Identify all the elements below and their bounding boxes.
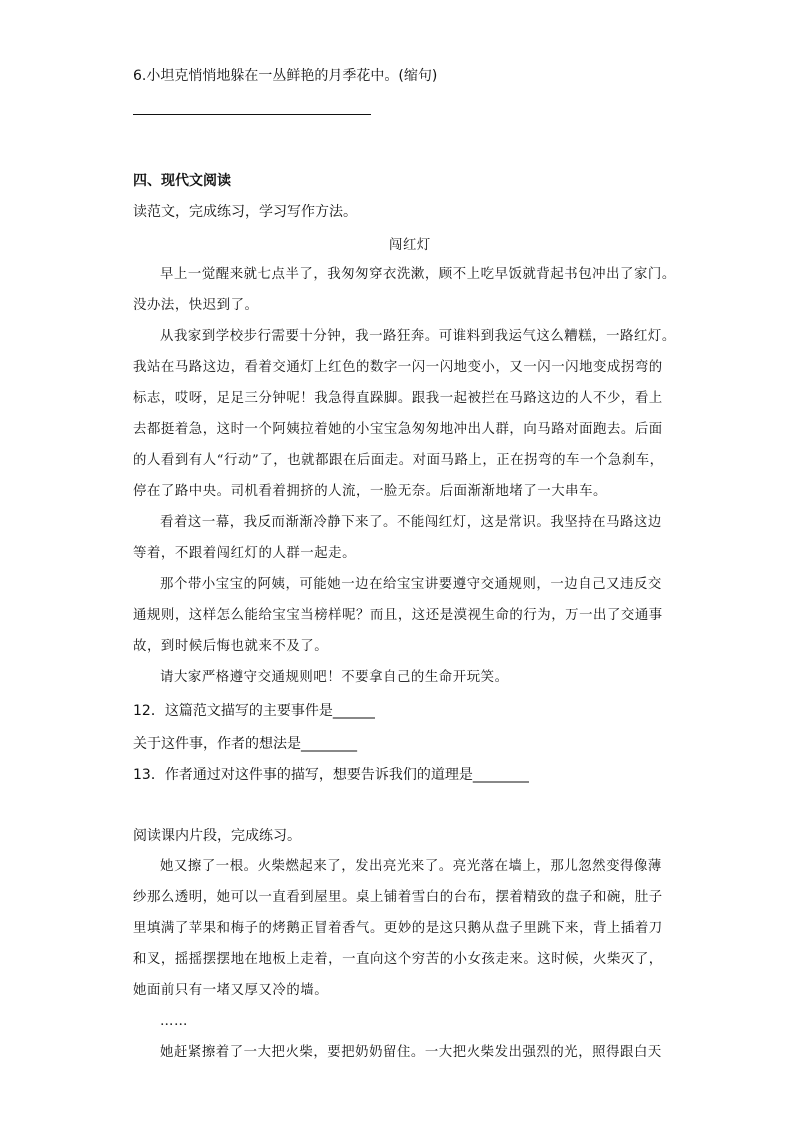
essay-line: 的人看到有人“行动”了，也就都跟在后面走。对面马路上，正在拐弯的车一个急刹车，: [133, 453, 664, 468]
question-12-author-view: 关于这件事，作者的想法是________: [133, 736, 357, 752]
essay-line: 那个带小宝宝的阿姨，可能她一边在给宝宝讲要遵守交通规则，一边自己又违反交: [160, 577, 662, 592]
question-12-main-event: 12．这篇范文描写的主要事件是______: [133, 703, 375, 719]
essay-line: 请大家严格遵守交通规则吧！不要拿自己的生命开玩笑。: [160, 670, 509, 685]
question-6-answer-line: [133, 114, 371, 115]
passage-line: 里填满了苹果和梅子的烤鹅正冒着香气。更妙的是这只鹅从盘子里跳下来，背上插着刀: [133, 921, 663, 936]
essay-line: 早上一觉醒来就七点半了，我匆匆穿衣洗漱，顾不上吃早饭就背起书包冲出了家门。: [160, 267, 676, 282]
passage-ellipsis: ……: [160, 1014, 188, 1029]
passage-line: 她又擦了一根。火柴燃起来了，发出亮光来了。亮光落在墙上，那儿忽然变得像薄: [160, 859, 662, 874]
essay-line: 通规则，这样怎么能给宝宝当榜样呢？而且，这还是漠视生命的行为，万一出了交通事: [133, 608, 663, 623]
section-4-instruction: 读范文，完成练习，学习写作方法。: [133, 204, 357, 220]
question-13-text: 13．作者通过对这件事的描写，想要告诉我们的道理是________: [133, 767, 529, 783]
passage-line: 她面前只有一堵又厚又冷的墙。: [133, 983, 329, 998]
question-6-text: 6.小坦克悄悄地躲在一丛鲜艳的月季花中。(缩句): [133, 68, 438, 84]
reading-2-instruction: 阅读课内片段，完成练习。: [133, 828, 301, 844]
section-4-heading: 四、现代文阅读: [133, 173, 231, 189]
essay-title: 闯红灯: [389, 238, 431, 253]
essay-line: 去都挺着急，这时一个阿姨拉着她的小宝宝急匆匆地冲出人群，向马路对面跑去。后面: [133, 422, 663, 437]
essay-line: 看着这一幕，我反而渐渐冷静下来了。不能闯红灯，这是常识。我坚持在马路这边: [160, 515, 662, 530]
passage-line: 和叉，摇摇摆摆地在地板上走着，一直向这个穷苦的小女孩走来。这时候，火柴灭了，: [133, 952, 663, 967]
essay-line: 标志，哎呀，足足三分钟呢！我急得直跺脚。跟我一起被拦在马路这边的人不少，看上: [133, 391, 663, 406]
essay-line: 我站在马路这边，看着交通灯上红色的数字一闪一闪地变小，又一闪一闪地变成拐弯的: [133, 360, 663, 375]
essay-line: 等着，不跟着闯红灯的人群一起走。: [133, 546, 357, 561]
passage-line: 纱那么透明，她可以一直看到屋里。桌上铺着雪白的台布，摆着精致的盘子和碗，肚子: [133, 890, 663, 905]
essay-line: 停在了路中央。司机看着拥挤的人流，一脸无奈。后面渐渐地堵了一大串车。: [133, 484, 607, 499]
essay-line: 从我家到学校步行需要十分钟，我一路狂奔。可谁料到我运气这么糟糕，一路红灯。: [160, 329, 676, 344]
essay-line: 没办法，快迟到了。: [133, 298, 259, 313]
essay-line: 故，到时候后悔也就来不及了。: [133, 639, 329, 654]
passage-line: 她赶紧擦着了一大把火柴，要把奶奶留住。一大把火柴发出强烈的光，照得跟白天: [160, 1045, 662, 1060]
